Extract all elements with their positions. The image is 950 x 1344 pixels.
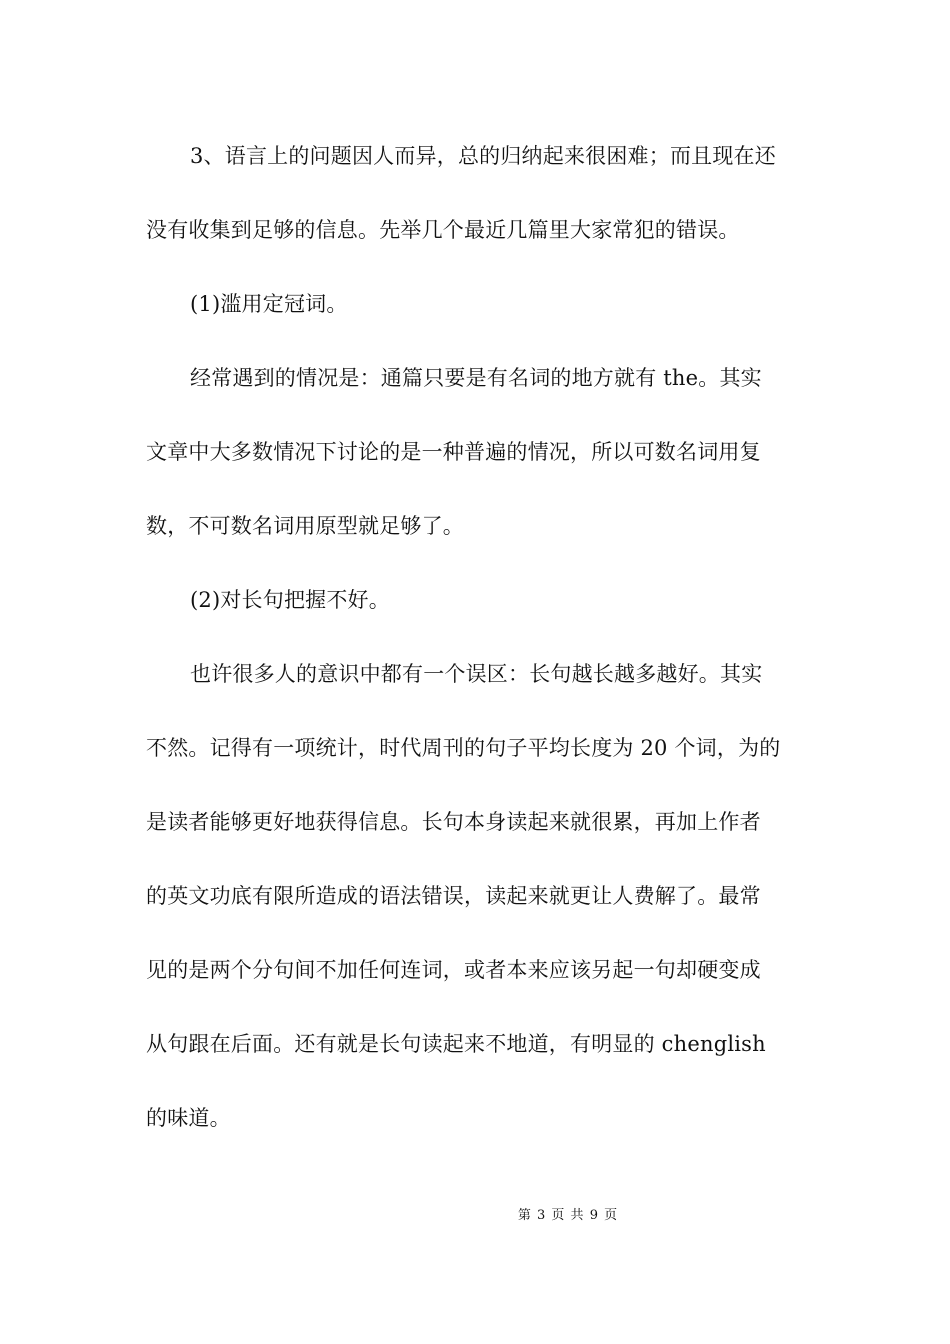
paragraph-item-1-line-1: 经常遇到的情况是：通篇只要是有名词的地方就有 the。其实 bbox=[190, 366, 762, 390]
paragraph-3-line-1: 3、语言上的问题因人而异，总的归纳起来很困难；而且现在还 bbox=[190, 144, 776, 168]
paragraph-item-2-line-1: 也许很多人的意识中都有一个误区：长句越长越多越好。其实 bbox=[190, 662, 763, 686]
paragraph-item-2-line-5: 见的是两个分句间不加任何连词，或者本来应该另起一句却硬变成 bbox=[146, 958, 761, 982]
page-number-footer: 第 3 页 共 9 页 bbox=[517, 1208, 619, 1223]
paragraph-item-2-line-3: 是读者能够更好地获得信息。长句本身读起来就很累，再加上作者 bbox=[146, 810, 761, 834]
paragraph-item-2-line-7: 的味道。 bbox=[146, 1106, 231, 1130]
paragraph-item-1-line-3: 数，不可数名词用原型就足够了。 bbox=[146, 514, 464, 538]
heading-item-1: (1)滥用定冠词。 bbox=[190, 292, 348, 316]
paragraph-3-line-2: 没有收集到足够的信息。先举几个最近几篇里大家常犯的错误。 bbox=[146, 218, 740, 242]
paragraph-item-2-line-4: 的英文功底有限所造成的语法错误，读起来就更让人费解了。最常 bbox=[146, 884, 761, 908]
paragraph-item-1-line-2: 文章中大多数情况下讨论的是一种普遍的情况，所以可数名词用复 bbox=[146, 440, 761, 464]
heading-item-2: (2)对长句把握不好。 bbox=[190, 588, 390, 612]
paragraph-item-2-line-6: 从句跟在后面。还有就是长句读起来不地道，有明显的 chenglish bbox=[146, 1032, 766, 1056]
paragraph-item-2-line-2: 不然。记得有一项统计，时代周刊的句子平均长度为 20 个词，为的 bbox=[146, 736, 781, 760]
